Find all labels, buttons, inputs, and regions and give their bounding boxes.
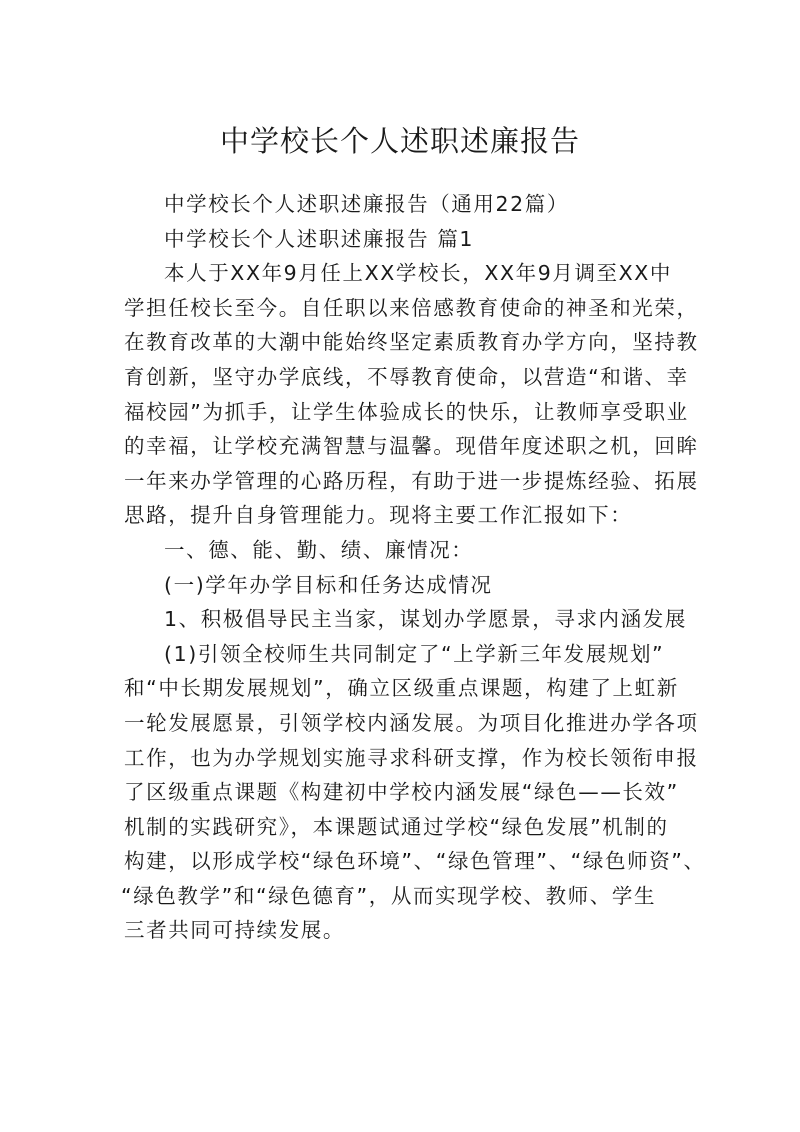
paragraph-line: 了区级重点课题《构建初中学校内涵发展“绿色——长效” [124,780,679,805]
paragraph-line: 思路，提升自身管理能力。现将主要工作汇报如下： [124,503,633,528]
paragraph-line: “绿色教学”和“绿色德育”，从而实现学校、教师、学生 [121,883,657,908]
paragraph-line: 工作，也为办学规划实施寻求科研支撑，作为校长领衔申报 [124,745,699,770]
paragraph-line: 一年来办学管理的心路历程，有助于进一步提炼经验、拓展 [124,468,699,493]
paragraph-line: 三者共同可持续发展。 [124,918,345,943]
paragraph-line: 育创新，坚守办学底线，不辱教育使命，以营造“和谐、幸 [124,364,689,389]
paragraph-line: 的幸福，让学校充满智慧与温馨。现借年度述职之机，回眸 [124,434,699,459]
paragraph-line: 和“中长期发展规划”，确立区级重点课题，构建了上虹新 [124,676,679,701]
document-title: 中学校长个人述职述廉报告 [219,124,580,159]
paragraph-line: 一轮发展愿景，引领学校内涵发展。为项目化推进办学各项 [124,710,699,735]
subtitle-line: 中学校长个人述职述廉报告（通用22篇） [164,192,569,216]
paragraph-line: (1)引领全校师生共同制定了“上学新三年发展规划” [164,641,665,666]
paragraph-line: 本人于XX年9月任上XX学校长，XX年9月调至XX中 [164,261,673,286]
paragraph-line: 机制的实践研究》，本课题试通过学校“绿色发展”机制的 [124,814,669,839]
heading-line: 一、德、能、勤、绩、廉情况： [164,537,474,562]
document-body [121,187,706,948]
heading-line: 1、积极倡导民主当家，谋划办学愿景，寻求内涵发展 [164,607,687,632]
paragraph-line: 福校园”为抓手，让学生体验成长的快乐，让教师享受职业 [124,399,689,424]
paragraph-line: 学担任校长至今。自任职以来倍感教育使命的神圣和光荣， [124,295,699,320]
paragraph-line: 构建，以形成学校“绿色环境”、“绿色管理”、“绿色师资”、 [124,849,706,874]
heading-line: (一)学年办学目标和任务达成情况 [164,572,493,597]
paragraph-line: 在教育改革的大潮中能始终坚定素质教育办学方向，坚持教 [124,330,699,355]
section-heading: 中学校长个人述职述廉报告 篇1 [164,226,475,251]
